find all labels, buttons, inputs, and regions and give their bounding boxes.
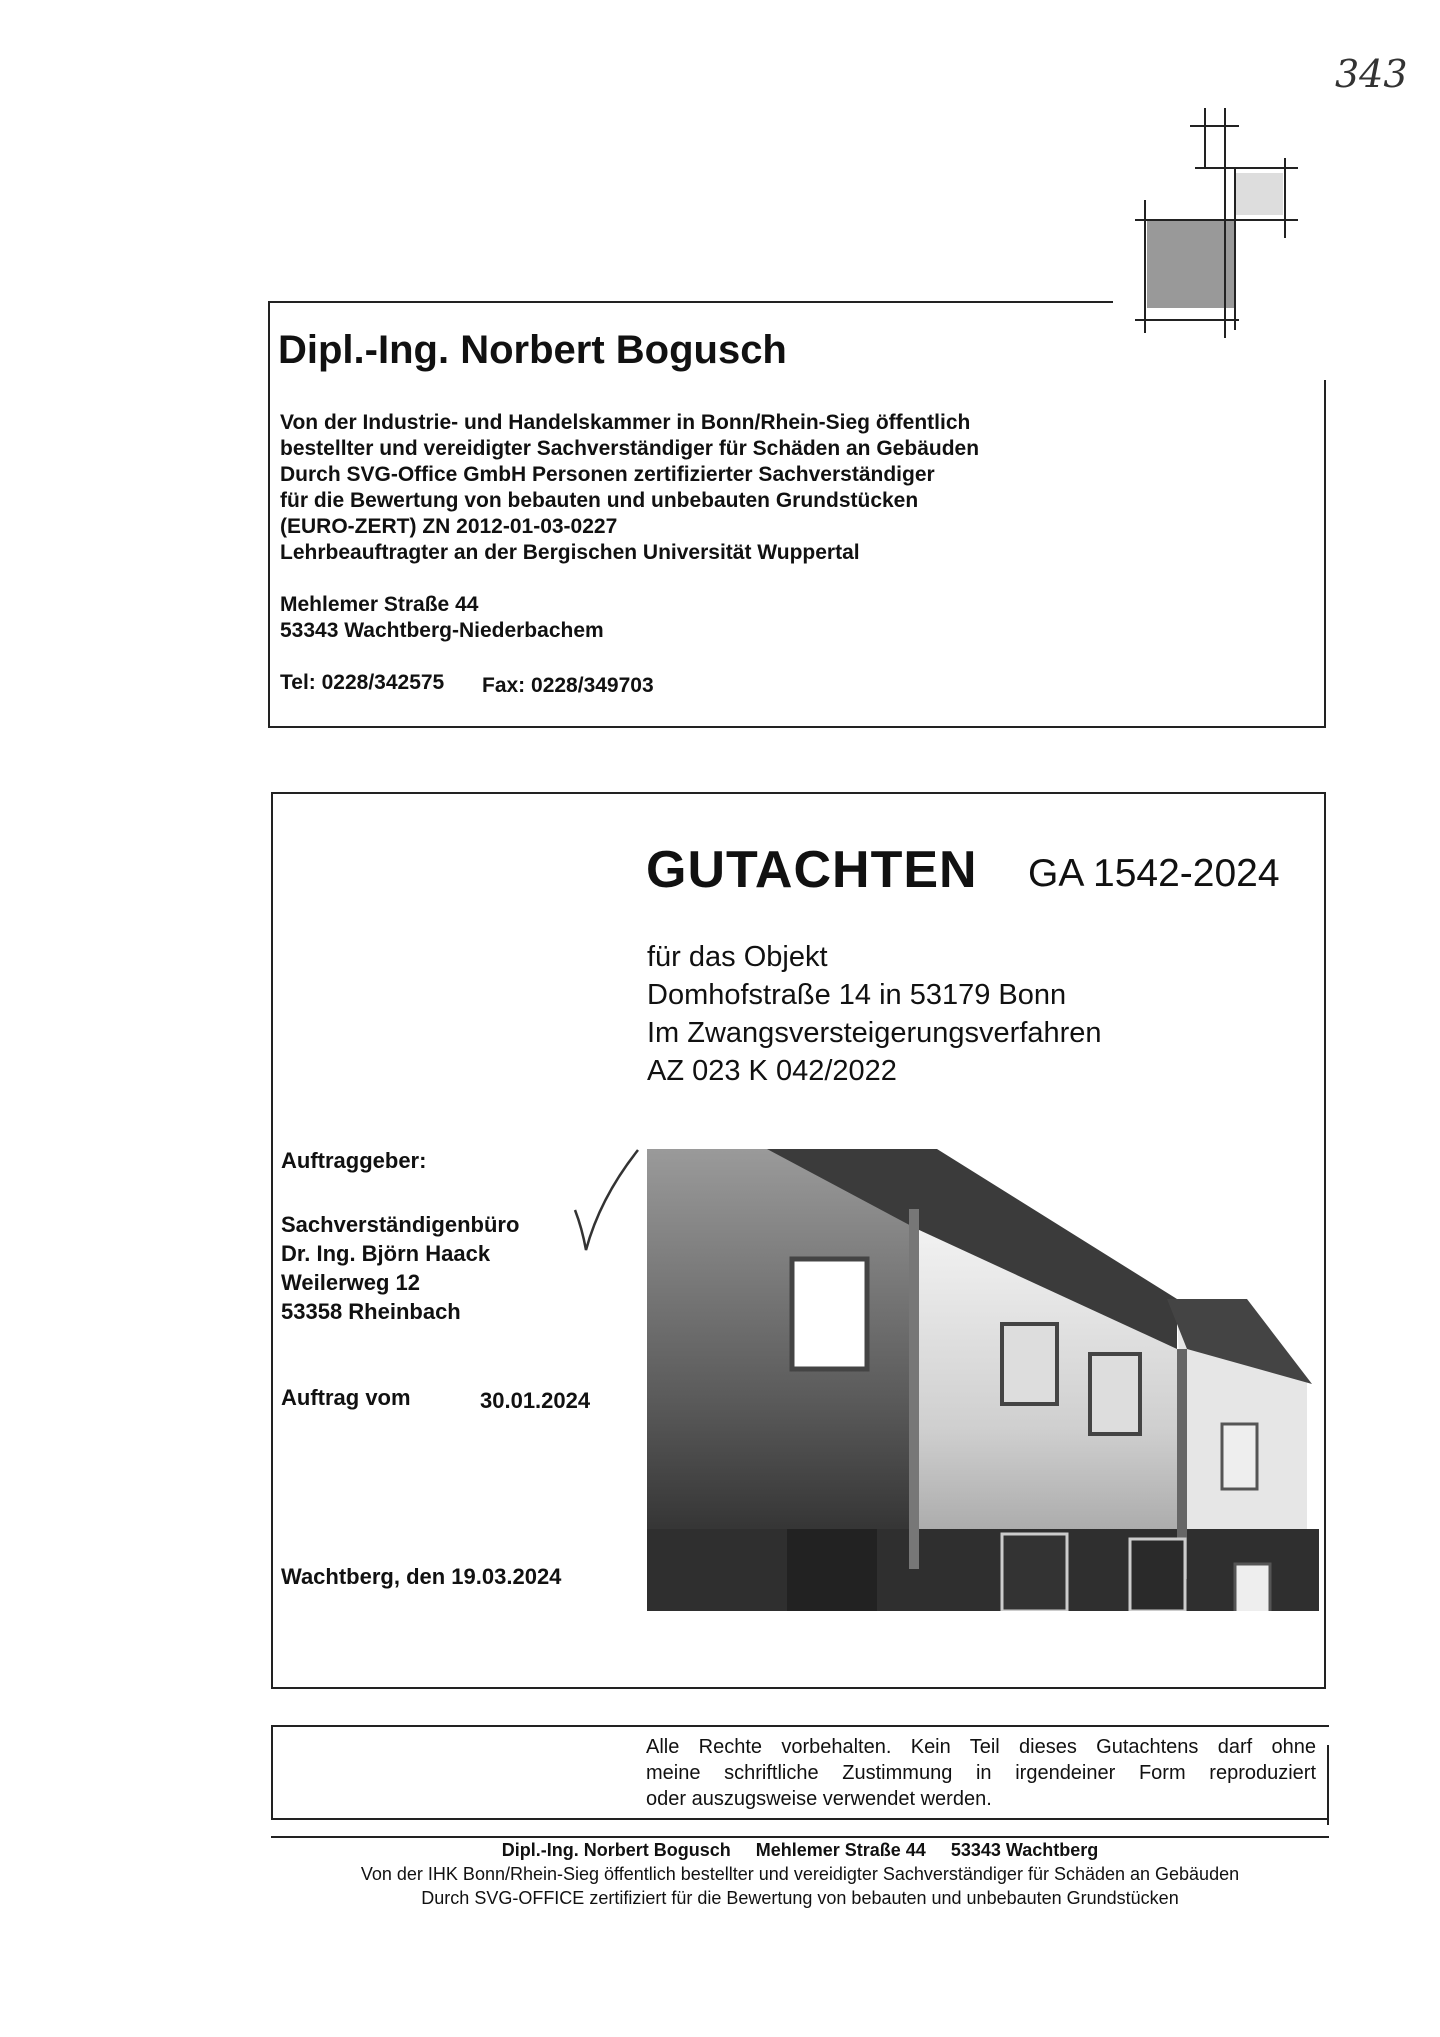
credential-line: Von der Industrie- und Handelskammer in Bonn/Rhein-Sieg öffentlich xyxy=(280,411,971,434)
credential-line: Lehrbeauftragter an der Bergischen Universität Wuppertal xyxy=(280,541,860,564)
client-line: Dr. Ing. Björn Haack xyxy=(281,1241,491,1266)
footer-line: Von der IHK Bonn/Rhein-Sieg öffentlich bestellter und vereidigter Sachverständiger für Schäden an Gebäuden xyxy=(360,1864,1240,1884)
subject-line: Im Zwangsversteigerungsverfahren xyxy=(647,1017,1102,1049)
checkmark-icon xyxy=(570,1148,650,1258)
client-line: Sachverständigenbüro xyxy=(281,1212,520,1237)
subject-line: AZ 023 K 042/2022 xyxy=(647,1055,897,1087)
report-title: GUTACHTEN xyxy=(646,841,978,899)
report-subject xyxy=(647,938,1102,1090)
client-address xyxy=(281,1210,519,1326)
disclaimer-line: oder auszugsweise verwendet werden. xyxy=(646,1788,992,1810)
credential-line: bestellter und vereidigter Sachverständiger für Schäden an Gebäuden xyxy=(280,437,980,460)
subject-line: Domhofstraße 14 in 53179 Bonn xyxy=(647,979,1067,1011)
client-line: Weilerweg 12 xyxy=(281,1270,420,1295)
credential-line: (EURO-ZERT) ZN 2012-01-03-0227 xyxy=(280,515,618,538)
client-label: Auftraggeber: xyxy=(281,1148,427,1173)
place-date: Wachtberg, den 19.03.2024 xyxy=(281,1564,562,1589)
footer xyxy=(271,1838,1329,1910)
report-number: GA 1542-2024 xyxy=(1028,852,1280,895)
city: 53343 Wachtberg-Niederbachem xyxy=(280,619,604,642)
handwritten-page-number: 343 xyxy=(1335,52,1408,96)
subject-line: für das Objekt xyxy=(647,941,828,973)
footer-line: Durch SVG-OFFICE zertifiziert für die Bewertung von bebauten und unbebauten Grundstücken xyxy=(421,1888,1179,1908)
client-line: 53358 Rheinbach xyxy=(281,1299,461,1324)
telephone: Tel: 0228/342575 xyxy=(280,671,445,694)
disclaimer-line: Alle Rechte vorbehalten. Kein Teil dieses Gutachtens darf ohne xyxy=(646,1736,1316,1758)
footer-line: Dipl.-Ing. Norbert Bogusch Mehlemer Straße 44 53343 Wachtberg xyxy=(501,1840,1099,1860)
fax: Fax: 0228/349703 xyxy=(482,674,654,697)
property-photo xyxy=(647,1149,1319,1611)
disclaimer-line: meine schriftliche Zustimmung in irgendeiner Form reproduziert xyxy=(646,1762,1316,1784)
order-date: 30.01.2024 xyxy=(480,1388,591,1413)
order-label: Auftrag vom xyxy=(281,1385,411,1410)
credentials xyxy=(280,410,979,566)
logo-squares-icon xyxy=(1135,108,1315,338)
address xyxy=(280,592,604,644)
credential-line: Durch SVG-Office GmbH Personen zertifizierter Sachverständiger xyxy=(280,463,935,486)
credential-line: für die Bewertung von bebauten und unbebauten Grundstücken xyxy=(280,489,919,512)
street: Mehlemer Straße 44 xyxy=(280,593,479,616)
expert-name: Dipl.-Ing. Norbert Bogusch xyxy=(278,328,787,372)
